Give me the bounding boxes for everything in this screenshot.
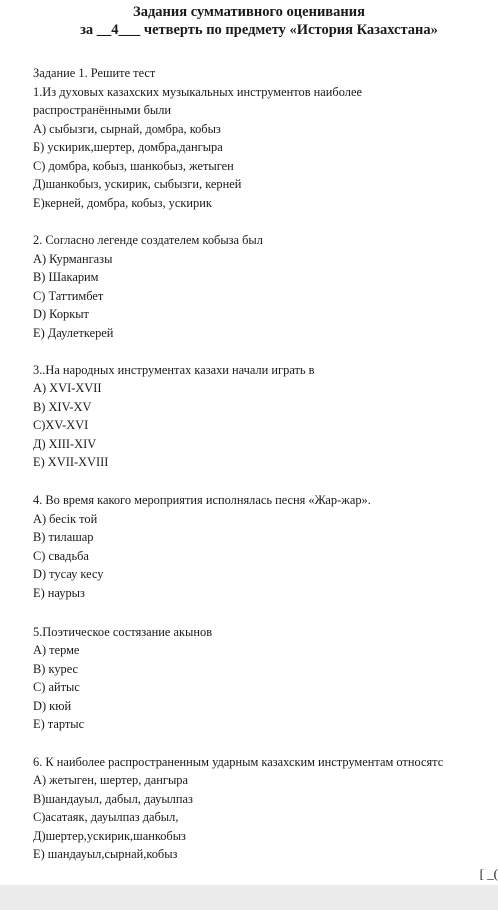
question-1-option-e: Е)керней, домбра, кобыз, ускирик [33, 196, 212, 210]
question-1-option-d: Д)шанкобыз, ускирик, сыбызги, керней [33, 177, 242, 191]
question-4-option-b: В) тилашар [33, 530, 94, 544]
question-2-text: 2. Согласно легенде создателем кобыза был [33, 233, 263, 247]
question-1-text-line-1: 1.Из духовых казахских музыкальных инструментов наиболее [33, 85, 362, 99]
question-5-option-b: В) курес [33, 662, 79, 676]
question-4-text: 4. Во время какого мероприятия исполнялась песня «Жар-жар». [33, 493, 371, 507]
question-6-option-a: А) жетыген, шертер, дангыра [33, 773, 188, 787]
question-5-text: 5.Поэтическое состязание акынов [33, 625, 213, 639]
document-subtitle: за __4___ четверть по предмету «История Казахстана» [80, 22, 438, 38]
question-3-option-b: В) XIV-XV [33, 400, 92, 414]
question-6-option-b: В)шандауыл, дабыл, дауылпаз [33, 792, 193, 806]
question-1-option-b: Б) ускирик,шертер, домбра,дангыра [33, 140, 223, 154]
question-6-option-d: Д)шертер,ускирик,шанкобыз [33, 829, 186, 843]
page-score-mark: [ _( [479, 866, 498, 881]
question-4-option-e: Е) наурыз [33, 586, 85, 600]
question-2-option-e: Е) Даулеткерей [33, 326, 114, 340]
question-3-option-a: А) XVI-XVII [33, 381, 102, 395]
question-5-option-d: D) кюй [33, 699, 72, 713]
question-2-option-c: С) Таттимбет [33, 289, 104, 303]
question-5-option-a: А) терме [33, 643, 80, 657]
question-6-text: 6. К наиболее распространенным ударным казахским инструментам относятс [33, 755, 444, 769]
question-3-text: 3..На народных инструментах казахи начали играть в [33, 363, 315, 377]
question-1-option-a: А) сыбызги, сырнай, домбра, кобыз [33, 122, 221, 136]
question-4-option-d: D) тусау кесу [33, 567, 104, 581]
question-4-option-c: С) свадьба [33, 549, 89, 563]
question-2-option-a: А) Курмангазы [33, 252, 113, 266]
question-3-option-d: Д) XIII-XIV [33, 437, 97, 451]
question-4-option-a: А) бесік той [33, 512, 98, 526]
question-3-option-e: Е) XVII-XVIII [33, 455, 109, 469]
question-6-option-e: Е) шандауыл,сырнай,кобыз [33, 847, 178, 861]
task-heading: Задание 1. Решите тест [33, 66, 156, 80]
viewer-bottom-bar [0, 885, 498, 910]
question-1-option-c: С) домбра, кобыз, шанкобыз, жетыген [33, 159, 234, 173]
question-6-option-c: С)асатаяк, дауылпаз дабыл, [33, 810, 179, 824]
question-5-option-c: С) айтыс [33, 680, 80, 694]
question-1-text-line-2: распространёнными были [33, 103, 172, 117]
document-title: Задания суммативного оценивания [133, 4, 365, 20]
question-2-option-d: D) Коркыт [33, 307, 89, 321]
question-5-option-e: Е) тартыс [33, 717, 85, 731]
question-3-option-c: С)XV-XVI [33, 418, 89, 432]
question-2-option-b: В) Шакарим [33, 270, 99, 284]
